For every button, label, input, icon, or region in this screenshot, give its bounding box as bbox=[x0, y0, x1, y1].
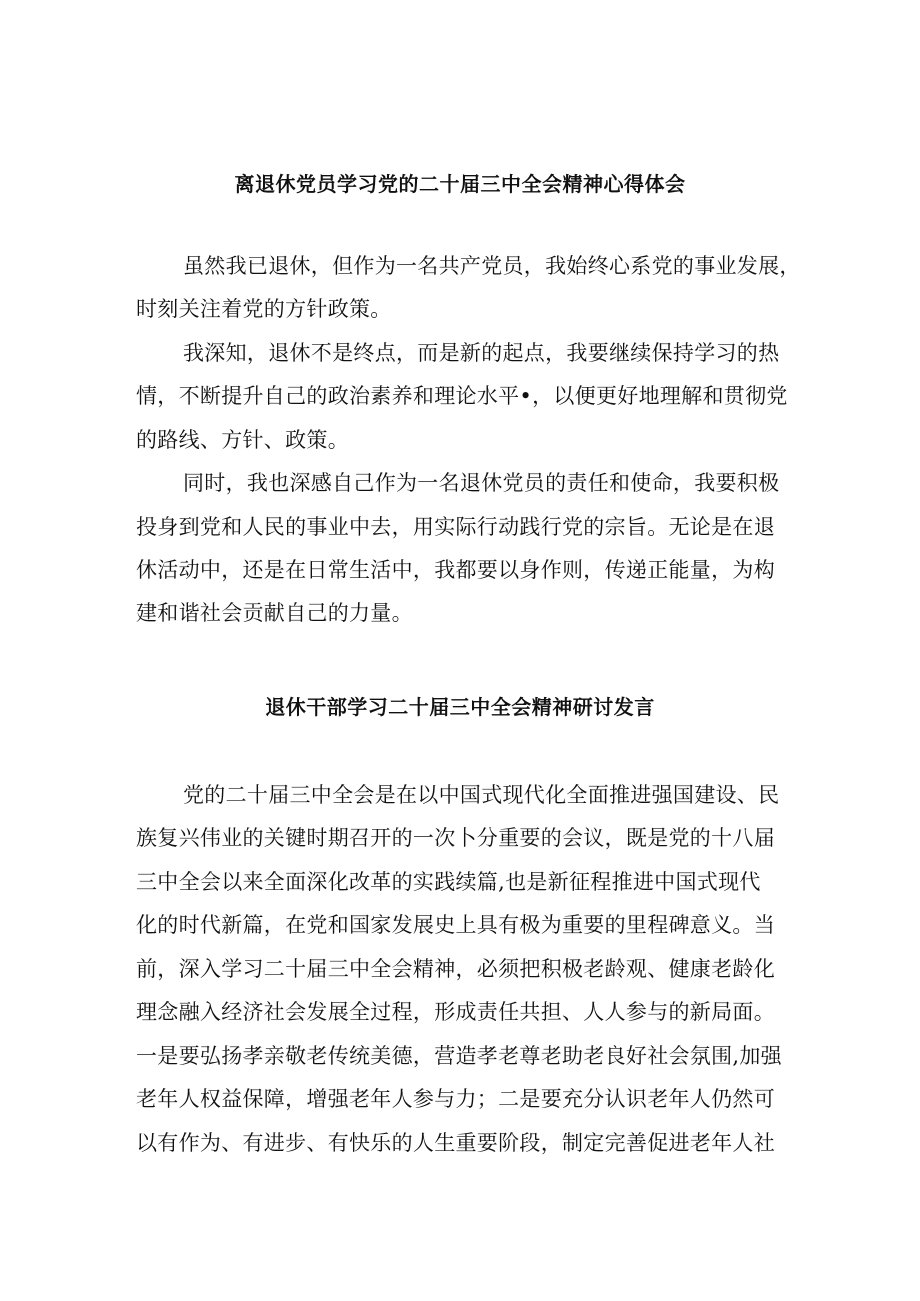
section-2-line-2: 族复兴伟业的关键时期召开的一次卜分重要的会议，既是党的十八届 bbox=[136, 826, 775, 850]
section-2-line-9: 以有作为、有进步、有快乐的人生重要阶段，制定完善促进老年人社 bbox=[136, 1131, 775, 1155]
section-1-title: 离退休党员学习党的二十届三中全会精神心得体会 bbox=[234, 172, 686, 196]
section-2-line-4: 化的时代新篇，在党和国家发展史上具有极为重要的里程碑意义。当 bbox=[136, 913, 775, 937]
section-1-line-4: 情，不断提升自己的政治素养和理论水平•，以便更好地理解和贯彻党 bbox=[136, 384, 788, 408]
section-1-line-3: 我深知，退休不是终点，而是新的起点，我要继续保持学习的热 bbox=[183, 341, 780, 365]
section-1-line-2: 时刻关注着党的方针政策。 bbox=[136, 297, 392, 321]
section-1-line-6: 同时，我也深感自己作为一名退休党员的责任和使命，我要积极 bbox=[183, 471, 780, 495]
section-1-line-5: 的路线、方针、政策。 bbox=[136, 428, 349, 452]
section-2-line-8: 老年人权益保障，增强老年人参与力；二是要充分认识老年人仍然可 bbox=[136, 1087, 775, 1111]
section-2-line-5: 前，深入学习二十届三中全会精神，必须把积极老龄观、健康老龄化 bbox=[136, 957, 775, 981]
section-2-line-6: 理念融入经济社会发展全过程，形成责任共担、人人参与的新局面。 bbox=[136, 1000, 775, 1024]
section-2-line-7: 一是要弘扬孝亲敬老传统美德，营造孝老尊老助老良好社会氛围,加强 bbox=[136, 1044, 782, 1068]
section-1-line-1: 虽然我已退休，但作为一名共产党员，我始终心系党的事业发展， bbox=[183, 254, 801, 278]
section-1-line-9: 建和谐社会贡献自己的力量。 bbox=[136, 601, 413, 625]
section-2-line-1: 党的二十届三中全会是在以中国式现代化全面推进强国建设、民 bbox=[183, 783, 780, 807]
section-2-title: 退休干部学习二十届三中全会精神研讨发言 bbox=[265, 695, 655, 719]
section-1-line-7: 投身到党和人民的事业中去，用实际行动践行党的宗旨。无论是在退 bbox=[136, 515, 775, 539]
section-1-line-8: 休活动中，还是在日常生活中，我都要以身作则，传递正能量，为构 bbox=[136, 558, 775, 582]
section-2-line-3: 三中全会以来全面深化改革的实践续篇,也是新征程推进中国式现代 bbox=[136, 870, 761, 894]
